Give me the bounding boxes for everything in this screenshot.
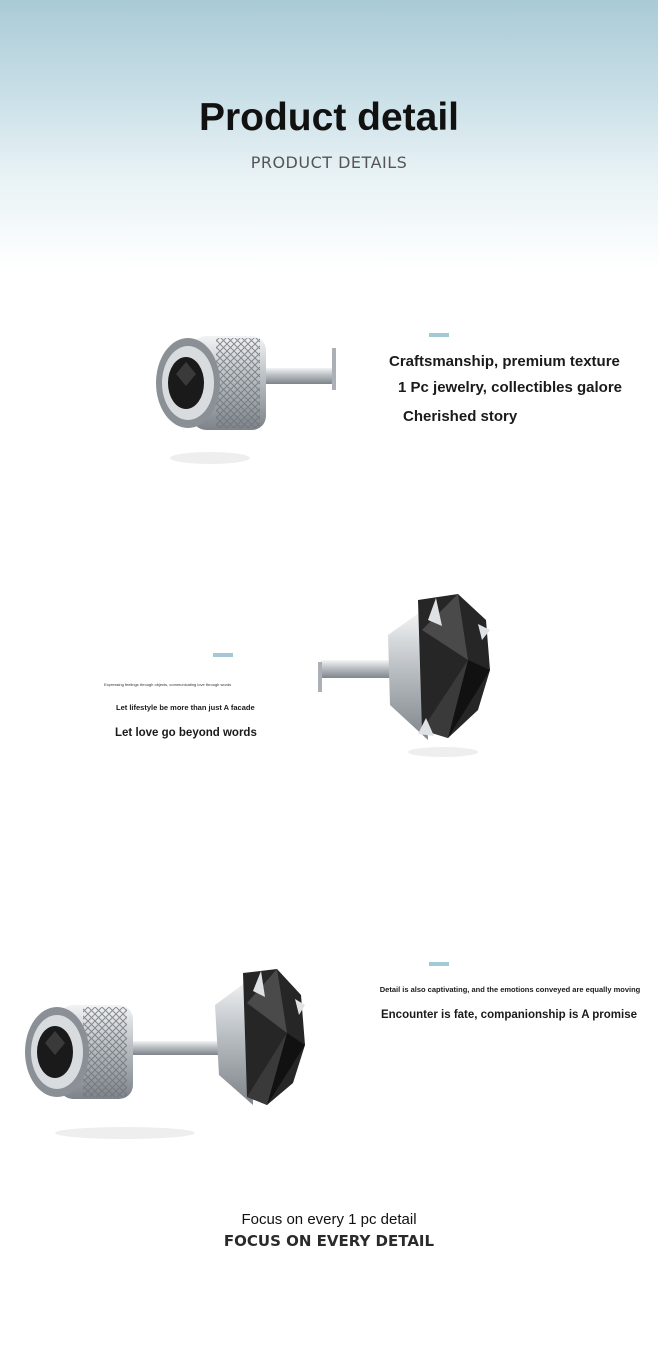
feature-line: Craftsmanship, premium texture [389, 353, 620, 370]
accent-bar [429, 962, 449, 966]
earring-back-image [150, 330, 340, 470]
page-title: Product detail [198, 96, 460, 139]
feature-line: Let love go beyond words [115, 727, 257, 739]
feature-line: 1 Pc jewelry, collectibles galore [398, 379, 622, 396]
footer-title: Focus on every 1 pc detail [241, 1211, 417, 1228]
feature-line: Cherished story [403, 408, 518, 425]
tiny-caption: Detail is also captivating, and the emotions conveyed are equally moving [379, 985, 641, 994]
earring-front-image [318, 590, 508, 765]
earring-pair-image [25, 965, 315, 1145]
accent-bar [429, 333, 449, 337]
tiny-caption: Expressing feelings through objects, communicating love through words [104, 682, 232, 687]
footer-subtitle: FOCUS ON EVERY DETAIL [223, 1232, 435, 1250]
feature-line: Let lifestyle be more than just A facade [116, 703, 255, 712]
feature-line: Encounter is fate, companionship is A promise [380, 1009, 638, 1021]
accent-bar [213, 653, 233, 657]
page-subtitle: PRODUCT DETAILS [250, 153, 408, 172]
